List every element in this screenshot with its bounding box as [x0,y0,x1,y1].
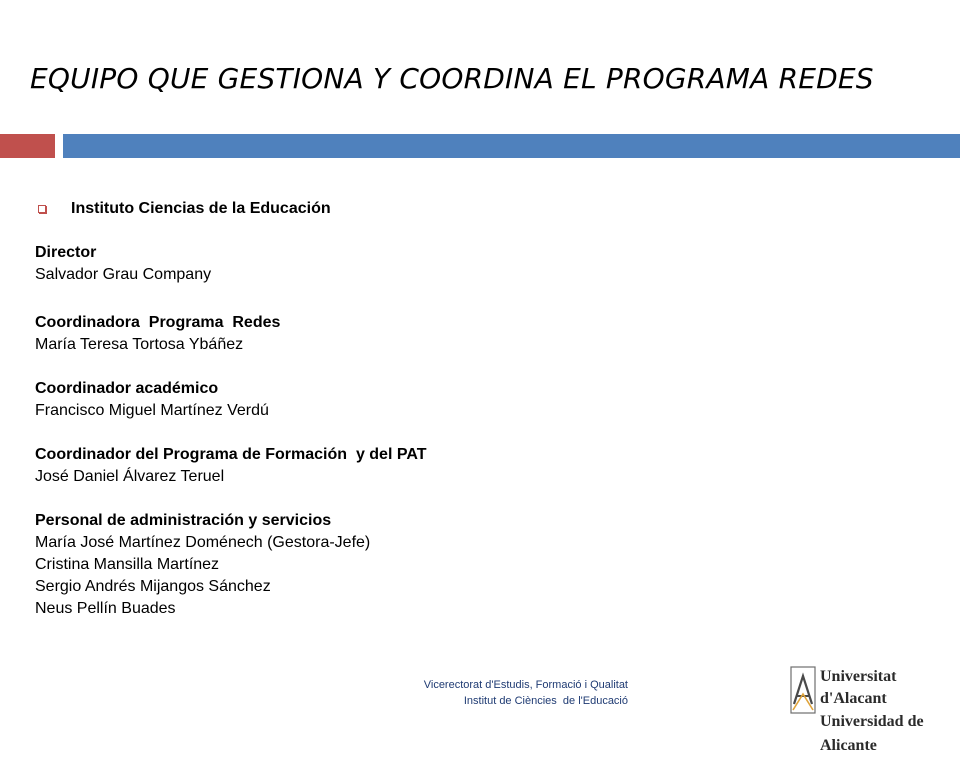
member-name: María José Martínez Doménech (Gestora-Jefe) [35,534,371,551]
section-personal [35,510,735,620]
university-logo-text [820,666,950,758]
slide-title: EQUIPO QUE GESTIONA Y COORDINA EL PROGRAMA REDES [30,62,874,95]
section-coordinadora [35,312,735,356]
square-bullet-icon [38,205,46,213]
university-logo-icon [790,666,816,714]
member-name: Neus Pellín Buades [35,600,176,617]
university-logo [790,666,950,754]
section-coordinador-formacion [35,444,735,488]
bullet-item [35,198,735,220]
section-heading: Coordinador del Programa de Formación y del PAT [35,446,427,463]
footer-institution [424,677,628,709]
section-heading: Coordinadora Programa Redes [35,314,281,331]
member-name: Salvador Grau Company [35,266,212,283]
member-name: Sergio Andrés Mijangos Sánchez [35,578,271,595]
title-underline-red [0,134,55,158]
logo-line: Universidad de Alicante [820,713,924,754]
member-name: Cristina Mansilla Martínez [35,556,220,573]
logo-line: Universitat d'Alacant [820,668,897,707]
footer-line: Institut de Ciències de l'Educació [463,695,628,707]
member-name: José Daniel Álvarez Teruel [35,468,225,485]
section-heading: Director [35,244,97,261]
member-name: María Teresa Tortosa Ybáñez [35,336,244,353]
footer-line: Vicerectorat d'Estudis, Formació i Qualitat [423,679,628,691]
title-underline-blue [63,134,960,158]
slide-content [35,198,735,642]
member-name: Francisco Miguel Martínez Verdú [35,402,269,419]
bullet-heading: Instituto Ciencias de la Educación [71,200,331,217]
section-director [35,242,735,286]
section-heading: Personal de administración y servicios [35,512,332,529]
section-heading: Coordinador académico [35,380,219,397]
section-coordinador-academico [35,378,735,422]
